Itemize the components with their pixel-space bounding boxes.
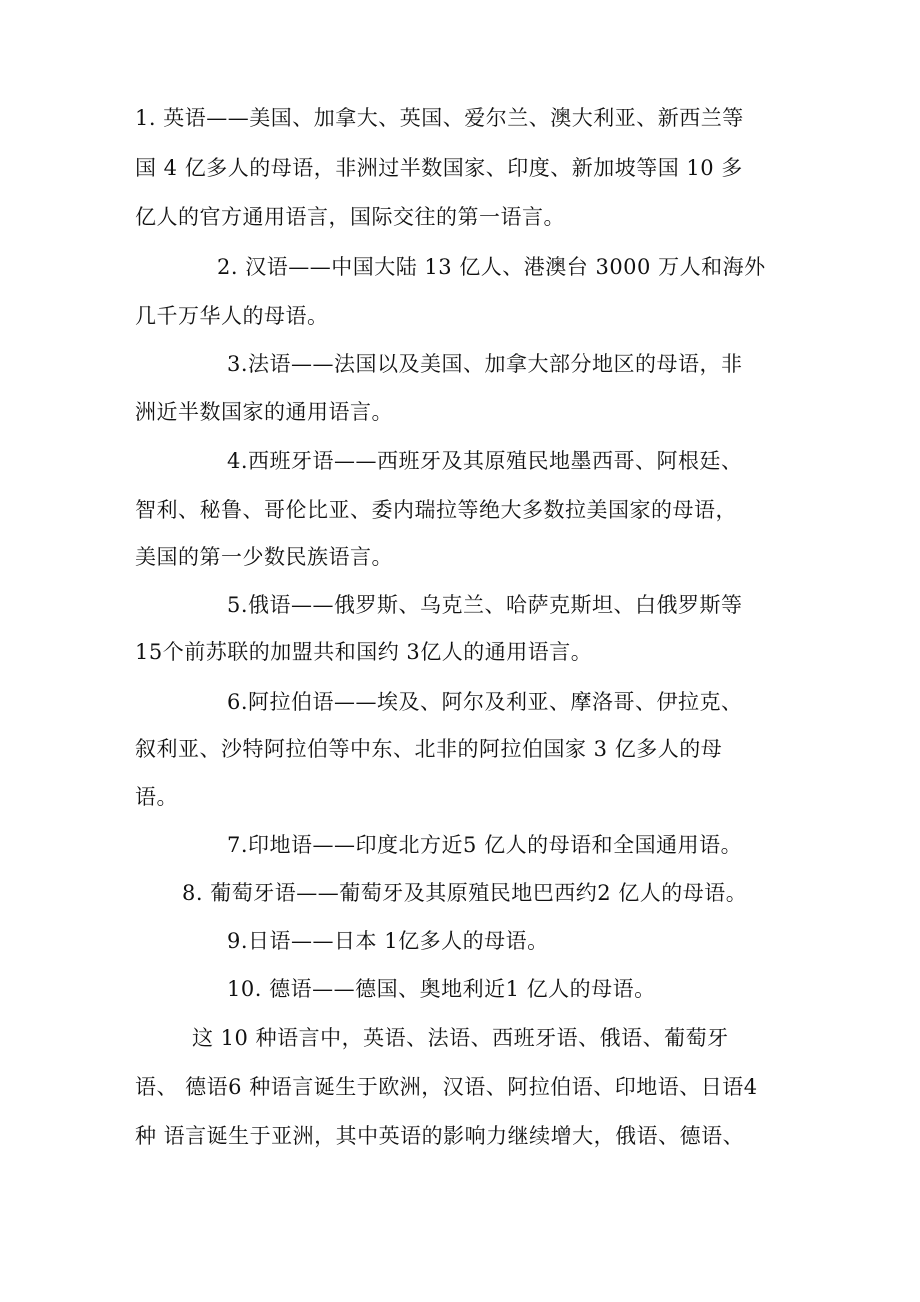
text-line: 美国的第一少数民族语言。 <box>135 545 393 569</box>
text-line: 10. 德语——德国、奥地利近1 亿人的母语。 <box>227 977 656 1001</box>
text-line: 3.法语——法国以及美国、加拿大部分地区的母语，非 <box>227 352 743 376</box>
text-line: 8. 葡萄牙语——葡萄牙及其原殖民地巴西约2 亿人的母语。 <box>182 881 748 905</box>
text-line: 种 语言诞生于亚洲，其中英语的影响力继续增大，俄语、德语、 <box>135 1124 745 1148</box>
text-line: 亿人的官方通用语言，国际交往的第一语言。 <box>135 205 565 229</box>
text-line: 4.西班牙语——西班牙及其原殖民地墨西哥、阿根廷、 <box>227 449 743 473</box>
text-line: 9.日语——日本 1亿多人的母语。 <box>227 929 549 953</box>
text-line: 语、 德语6 种语言诞生于欧洲，汉语、阿拉伯语、印地语、日语4 <box>135 1075 758 1099</box>
text-line: 15个前苏联的加盟共和国约 3亿人的通用语言。 <box>135 640 593 664</box>
text-line: 叙利亚、沙特阿拉伯等中东、北非的阿拉伯国家 3 亿多人的母 <box>135 737 723 761</box>
text-line: 6.阿拉伯语——埃及、阿尔及利亚、摩洛哥、伊拉克、 <box>227 690 743 714</box>
text-line: 智利、秘鲁、哥伦比亚、委内瑞拉等绝大多数拉美国家的母语， <box>135 498 737 522</box>
text-line: 7.印地语——印度北方近5 亿人的母语和全国通用语。 <box>227 833 743 857</box>
text-line: 1. 英语——美国、加拿大、英国、爱尔兰、澳大利亚、新西兰等 <box>135 106 744 130</box>
text-line: 国 4 亿多人的母语，非洲过半数国家、印度、新加坡等国 10 多 <box>135 156 743 180</box>
text-line: 2. 汉语——中国大陆 13 亿人、港澳台 3000 万人和海外 <box>217 255 766 279</box>
text-line: 这 10 种语言中，英语、法语、西班牙语、俄语、葡萄牙 <box>192 1026 729 1050</box>
text-line: 洲近半数国家的通用语言。 <box>135 400 393 424</box>
text-line: 几千万华人的母语。 <box>135 304 329 328</box>
text-line: 5.俄语——俄罗斯、乌克兰、哈萨克斯坦、白俄罗斯等 <box>227 593 743 617</box>
text-line: 语。 <box>135 785 178 809</box>
